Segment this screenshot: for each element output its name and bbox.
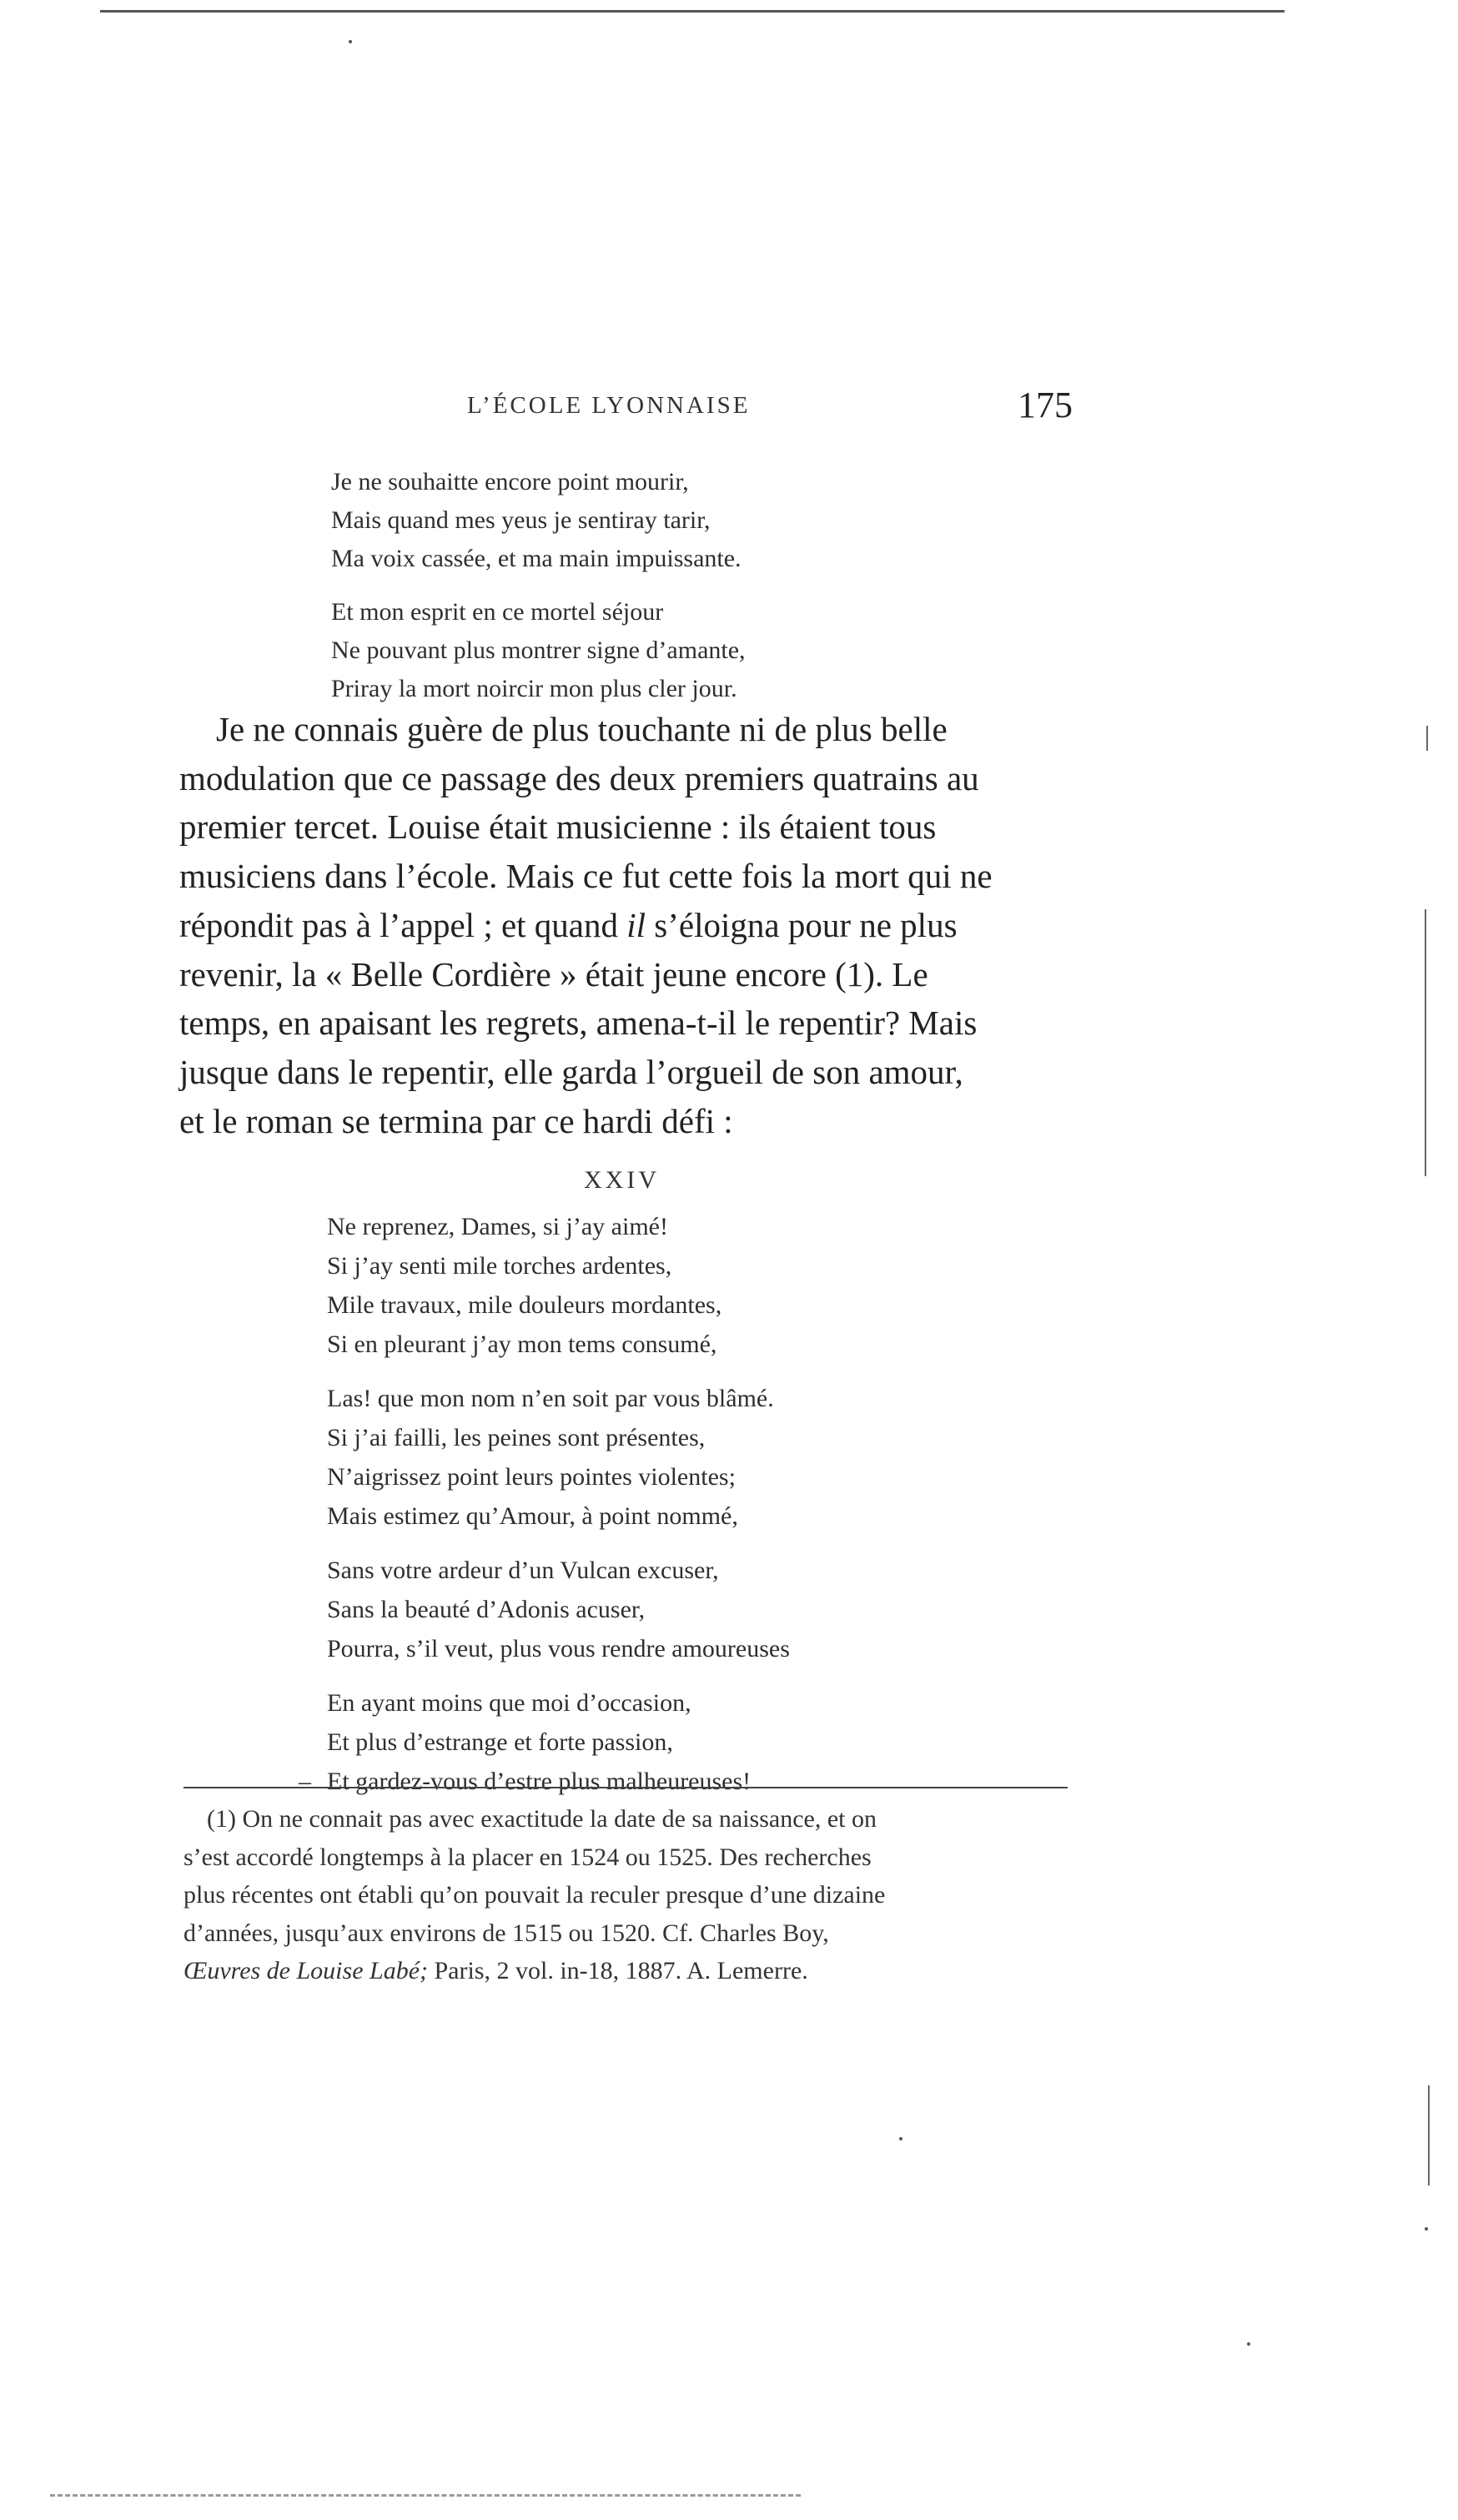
- scan-speck: [899, 2137, 902, 2140]
- scan-top-rule: [100, 10, 1285, 13]
- prose-line: [179, 754, 1080, 803]
- verse-line: Mais estimez qu’Amour, à point nommé,: [327, 1502, 738, 1530]
- verse-line: Mais quand mes yeus je sentiray tarir,: [331, 506, 711, 534]
- scan-speck: [349, 40, 352, 43]
- prose-line: [179, 705, 1080, 754]
- footnote-marker: (1): [207, 1805, 236, 1833]
- sonnet-stanza: [299, 1683, 790, 1801]
- footnote-line: [184, 1800, 1076, 1838]
- sonnet-number: XXIV: [584, 1166, 660, 1194]
- footnote-line: [184, 1952, 1076, 1990]
- scan-edge-mark: [1426, 726, 1428, 751]
- verse-line: Pourra, s’il veut, plus vous rendre amoureuses: [327, 1635, 790, 1662]
- scan-speck: [1425, 2227, 1428, 2231]
- top-verse-stanza: [331, 593, 746, 708]
- body-paragraph: [179, 705, 1080, 1145]
- verse-line: Ne reprenez, Dames, si j’ay aimé!: [327, 1213, 668, 1240]
- top-verse-stanza: [331, 463, 746, 578]
- prose-text: jusque dans le repentir, elle garda l’orgueil de son amour,: [179, 1052, 963, 1091]
- verse-line: Si en pleurant j’ay mon tems consumé,: [327, 1330, 717, 1358]
- footnote-text: Paris, 2 vol. in-18, 1887. A. Lemerre.: [428, 1957, 808, 1984]
- sonnet-stanza: [327, 1379, 790, 1536]
- footnote-line: d’années, jusqu’aux environs de 1515 ou 1520. Cf. Charles Boy,: [184, 1919, 829, 1947]
- prose-text: Je ne connais guère de plus touchante ni de plus belle: [216, 710, 948, 748]
- prose-text: et le roman se termina par ce hardi défi :: [179, 1101, 733, 1140]
- scan-bottom-rule: [50, 2494, 801, 2497]
- footnote-line: s’est accordé longtemps à la placer en 1524 ou 1525. Des recherches: [184, 1843, 872, 1871]
- prose-line: [179, 950, 1080, 999]
- prose-line: [179, 901, 1080, 950]
- verse-line: Las! que mon nom n’en soit par vous blâmé.: [327, 1385, 774, 1412]
- top-verse: [331, 463, 746, 708]
- prose-text: musiciens dans l’école. Mais ce fut cette fois la mort qui ne: [179, 857, 993, 896]
- footnote: [184, 1800, 1076, 1990]
- verse-line: En ayant moins que moi d’occasion,: [327, 1689, 691, 1717]
- verse-line: Mile travaux, mile douleurs mordantes,: [327, 1291, 722, 1319]
- footnote-line: plus récentes ont établi qu’on pouvait la reculer presque d’une dizaine: [184, 1881, 886, 1909]
- prose-text: modulation que ce passage des deux premiers quatrains au: [179, 758, 979, 797]
- sonnet-stanza: [327, 1207, 790, 1364]
- prose-line: [179, 1048, 1080, 1097]
- prose-text: premier tercet. Louise était musicienne : ils étaient tous: [179, 807, 937, 847]
- verse-line: Et mon esprit en ce mortel séjour: [331, 598, 664, 626]
- scan-edge-mark: [1425, 909, 1426, 1176]
- prose-text: répondit pas à l’appel ; et quand: [179, 905, 627, 944]
- footnote-rule: [184, 1787, 1068, 1788]
- verse-line: Si j’ai failli, les peines sont présentes,: [327, 1424, 706, 1451]
- prose-line: [179, 1097, 1080, 1146]
- scan-edge-mark: [1428, 2085, 1430, 2186]
- prose-line: [179, 998, 1080, 1048]
- running-title: L’ÉCOLE LYONNAISE: [467, 392, 751, 419]
- verse-line: N’aigrissez point leurs pointes violentes;: [327, 1463, 736, 1491]
- verse-line: Priray la mort noircir mon plus cler jour.: [331, 675, 737, 702]
- scan-speck: [1247, 2342, 1250, 2346]
- prose-line: [179, 852, 1080, 901]
- verse-line: Je ne souhaitte encore point mourir,: [331, 468, 689, 495]
- verse-line: Sans votre ardeur d’un Vulcan excuser,: [327, 1557, 719, 1584]
- prose-text: s’éloigna pour ne plus: [646, 905, 958, 944]
- prose-italic: il: [626, 905, 646, 944]
- verse-text: Et gardez-vous d’estre plus malheureuses!: [327, 1768, 752, 1795]
- sonnet-stanza: [327, 1551, 790, 1668]
- verse-line: Si j’ay senti mile torches ardentes,: [327, 1252, 672, 1280]
- prose-line: [179, 802, 1080, 852]
- prose-text: temps, en apaisant les regrets, amena-t-il le repentir? Mais: [179, 1003, 978, 1043]
- verse-line: Ma voix cassée, et ma main impuissante.: [331, 545, 742, 572]
- page-number: 175: [1018, 385, 1073, 425]
- verse-line: [299, 1762, 790, 1801]
- footnote-text: On ne connait pas avec exactitude la date de sa naissance, et on: [242, 1805, 877, 1833]
- footnote-book-title: Œuvres de Louise Labé;: [184, 1957, 428, 1984]
- sonnet: [299, 1207, 790, 1801]
- prose-text: revenir, la « Belle Cordière » était jeune encore (1). Le: [179, 954, 928, 993]
- final-dash: –: [299, 1768, 311, 1795]
- verse-line: Sans la beauté d’Adonis acuser,: [327, 1596, 646, 1623]
- verse-line: Ne pouvant plus montrer signe d’amante,: [331, 636, 746, 664]
- verse-line: Et plus d’estrange et forte passion,: [327, 1728, 673, 1756]
